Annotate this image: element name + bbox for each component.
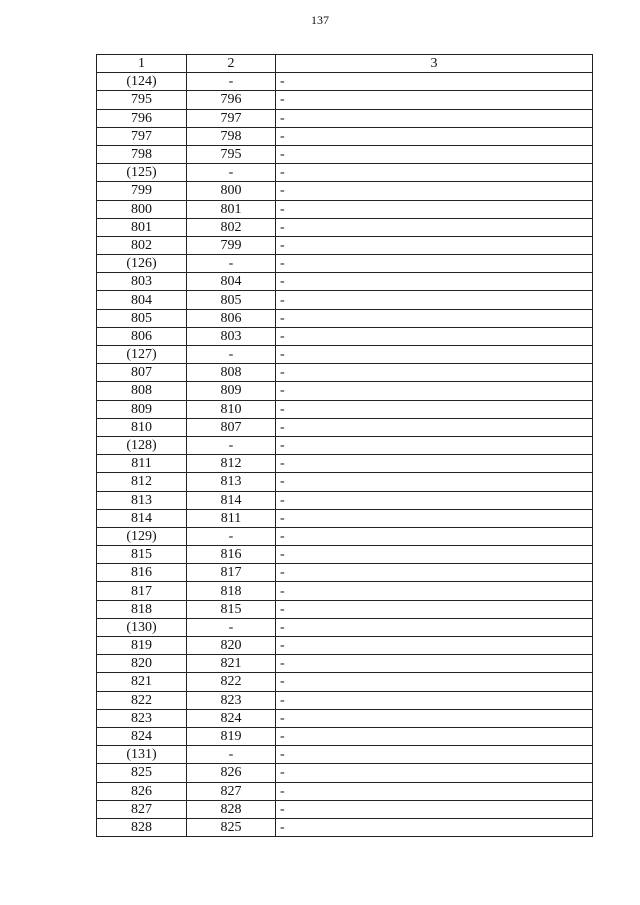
table-cell-col-2: - (187, 73, 276, 91)
table-cell-col-3: - (276, 546, 593, 564)
table-cell-col-2: 808 (187, 364, 276, 382)
table-cell-col-2: 802 (187, 218, 276, 236)
table-cell-col-1: 811 (97, 455, 187, 473)
table-cell-col-3: - (276, 364, 593, 382)
table-cell-col-1: (131) (97, 746, 187, 764)
table-row (97, 436, 593, 454)
table-cell-col-1: (126) (97, 255, 187, 273)
table-cell-col-2: 822 (187, 673, 276, 691)
table-cell-col-3: - (276, 218, 593, 236)
table-cell-col-2: 809 (187, 382, 276, 400)
table-cell-col-3: - (276, 327, 593, 345)
table-cell-col-1: 799 (97, 182, 187, 200)
table-cell-col-2: 805 (187, 291, 276, 309)
table-body (97, 73, 593, 837)
table-cell-col-2: 798 (187, 127, 276, 145)
table-cell-col-3: - (276, 236, 593, 254)
table-cell-col-2: 804 (187, 273, 276, 291)
table-cell-col-1: (127) (97, 346, 187, 364)
table-row (97, 800, 593, 818)
table-row (97, 291, 593, 309)
table-row (97, 746, 593, 764)
table-row (97, 637, 593, 655)
table-cell-col-1: 801 (97, 218, 187, 236)
table-cell-col-2: - (187, 527, 276, 545)
table-cell-col-2: 811 (187, 509, 276, 527)
table-cell-col-3: - (276, 436, 593, 454)
table-row (97, 818, 593, 836)
header-cell-col-3: 3 (276, 55, 593, 73)
table-cell-col-1: 807 (97, 364, 187, 382)
table-cell-col-3: - (276, 73, 593, 91)
table-cell-col-2: 821 (187, 655, 276, 673)
table-cell-col-1: 808 (97, 382, 187, 400)
table-cell-col-2: 817 (187, 564, 276, 582)
table-cell-col-2: - (187, 746, 276, 764)
table-cell-col-3: - (276, 709, 593, 727)
table-cell-col-1: 812 (97, 473, 187, 491)
table-row (97, 309, 593, 327)
table-cell-col-1: 810 (97, 418, 187, 436)
table-cell-col-3: - (276, 564, 593, 582)
table-cell-col-2: 795 (187, 145, 276, 163)
table-cell-col-2: 824 (187, 709, 276, 727)
table-row (97, 255, 593, 273)
table-cell-col-1: 820 (97, 655, 187, 673)
table-cell-col-3: - (276, 109, 593, 127)
table-cell-col-3: - (276, 782, 593, 800)
table-cell-col-3: - (276, 527, 593, 545)
table-cell-col-3: - (276, 291, 593, 309)
table-cell-col-3: - (276, 382, 593, 400)
table-cell-col-1: 804 (97, 291, 187, 309)
table-cell-col-3: - (276, 145, 593, 163)
table-cell-col-1: 825 (97, 764, 187, 782)
table-row (97, 200, 593, 218)
table-cell-col-1: 822 (97, 691, 187, 709)
table-cell-col-2: 823 (187, 691, 276, 709)
table-row (97, 127, 593, 145)
table-row (97, 182, 593, 200)
table-cell-col-3: - (276, 346, 593, 364)
table-cell-col-1: 809 (97, 400, 187, 418)
table-row (97, 709, 593, 727)
table-cell-col-3: - (276, 673, 593, 691)
table-row (97, 164, 593, 182)
table-cell-col-1: 814 (97, 509, 187, 527)
table-row (97, 491, 593, 509)
table-cell-col-1: 823 (97, 709, 187, 727)
table-cell-col-3: - (276, 400, 593, 418)
table-row (97, 546, 593, 564)
table-row (97, 727, 593, 745)
table-cell-col-3: - (276, 455, 593, 473)
table-cell-col-2: 826 (187, 764, 276, 782)
table-row (97, 236, 593, 254)
table-cell-col-2: - (187, 618, 276, 636)
table-cell-col-2: 814 (187, 491, 276, 509)
table-cell-col-3: - (276, 91, 593, 109)
table-cell-col-3: - (276, 600, 593, 618)
table-row (97, 455, 593, 473)
table-row (97, 527, 593, 545)
table-cell-col-1: 826 (97, 782, 187, 800)
table-cell-col-2: 828 (187, 800, 276, 818)
table-cell-col-3: - (276, 164, 593, 182)
table-cell-col-3: - (276, 818, 593, 836)
table-cell-col-3: - (276, 418, 593, 436)
table-row (97, 509, 593, 527)
table-cell-col-1: 813 (97, 491, 187, 509)
table-cell-col-1: (124) (97, 73, 187, 91)
table-cell-col-3: - (276, 273, 593, 291)
table-cell-col-2: 820 (187, 637, 276, 655)
table-cell-col-3: - (276, 746, 593, 764)
table-cell-col-2: 810 (187, 400, 276, 418)
table-cell-col-1: 819 (97, 637, 187, 655)
table-row (97, 764, 593, 782)
table-cell-col-2: 825 (187, 818, 276, 836)
table-cell-col-2: 807 (187, 418, 276, 436)
table-cell-col-2: 819 (187, 727, 276, 745)
table-cell-col-1: 805 (97, 309, 187, 327)
table-row (97, 109, 593, 127)
table-cell-col-3: - (276, 655, 593, 673)
table-cell-col-3: - (276, 800, 593, 818)
table-cell-col-3: - (276, 255, 593, 273)
table-cell-col-3: - (276, 727, 593, 745)
table-row (97, 473, 593, 491)
table-cell-col-3: - (276, 691, 593, 709)
header-cell-col-1: 1 (97, 55, 187, 73)
table-cell-col-2: 803 (187, 327, 276, 345)
table-cell-col-1: 803 (97, 273, 187, 291)
header-row (97, 55, 593, 73)
table-cell-col-3: - (276, 200, 593, 218)
table-cell-col-1: 817 (97, 582, 187, 600)
table-cell-col-1: 824 (97, 727, 187, 745)
table-cell-col-3: - (276, 509, 593, 527)
table-row (97, 218, 593, 236)
table-cell-col-2: 796 (187, 91, 276, 109)
page-number: 137 (311, 13, 329, 27)
table-cell-col-3: - (276, 618, 593, 636)
table-cell-col-3: - (276, 582, 593, 600)
table-row (97, 600, 593, 618)
table-cell-col-2: - (187, 436, 276, 454)
table-cell-col-1: (130) (97, 618, 187, 636)
table-row (97, 618, 593, 636)
table-cell-col-2: 812 (187, 455, 276, 473)
table-row (97, 400, 593, 418)
table-row (97, 364, 593, 382)
table-row (97, 782, 593, 800)
table-cell-col-2: 827 (187, 782, 276, 800)
table-cell-col-1: 816 (97, 564, 187, 582)
table-cell-col-2: 815 (187, 600, 276, 618)
table-cell-col-2: 813 (187, 473, 276, 491)
table-cell-col-2: 818 (187, 582, 276, 600)
table-row (97, 582, 593, 600)
table-row (97, 655, 593, 673)
table-cell-col-1: (125) (97, 164, 187, 182)
table-cell-col-2: 799 (187, 236, 276, 254)
data-table (96, 54, 593, 837)
table-cell-col-1: 828 (97, 818, 187, 836)
table-cell-col-3: - (276, 127, 593, 145)
table-cell-col-3: - (276, 491, 593, 509)
table-cell-col-2: 801 (187, 200, 276, 218)
table-row (97, 273, 593, 291)
table-cell-col-1: 806 (97, 327, 187, 345)
table-cell-col-1: 827 (97, 800, 187, 818)
table-cell-col-1: 798 (97, 145, 187, 163)
table-cell-col-1: (128) (97, 436, 187, 454)
table-cell-col-2: 806 (187, 309, 276, 327)
table-cell-col-1: 815 (97, 546, 187, 564)
table-cell-col-2: 797 (187, 109, 276, 127)
table-cell-col-3: - (276, 309, 593, 327)
table-row (97, 564, 593, 582)
table-cell-col-1: 821 (97, 673, 187, 691)
table-cell-col-1: 800 (97, 200, 187, 218)
table-row (97, 382, 593, 400)
table-cell-col-2: 800 (187, 182, 276, 200)
table-cell-col-2: - (187, 346, 276, 364)
table-row (97, 327, 593, 345)
table-cell-col-3: - (276, 182, 593, 200)
table-cell-col-1: 797 (97, 127, 187, 145)
table-cell-col-3: - (276, 764, 593, 782)
table-cell-col-1: (129) (97, 527, 187, 545)
table-cell-col-1: 818 (97, 600, 187, 618)
table-cell-col-1: 802 (97, 236, 187, 254)
table-row (97, 691, 593, 709)
table-cell-col-1: 795 (97, 91, 187, 109)
table-header (97, 55, 593, 73)
table-cell-col-2: - (187, 255, 276, 273)
table-cell-col-2: 816 (187, 546, 276, 564)
table-row (97, 346, 593, 364)
header-cell-col-2: 2 (187, 55, 276, 73)
table-row (97, 418, 593, 436)
table-cell-col-3: - (276, 473, 593, 491)
table-row (97, 91, 593, 109)
table-row (97, 73, 593, 91)
table-cell-col-1: 796 (97, 109, 187, 127)
table-row (97, 673, 593, 691)
table-cell-col-3: - (276, 637, 593, 655)
table-row (97, 145, 593, 163)
table-cell-col-2: - (187, 164, 276, 182)
